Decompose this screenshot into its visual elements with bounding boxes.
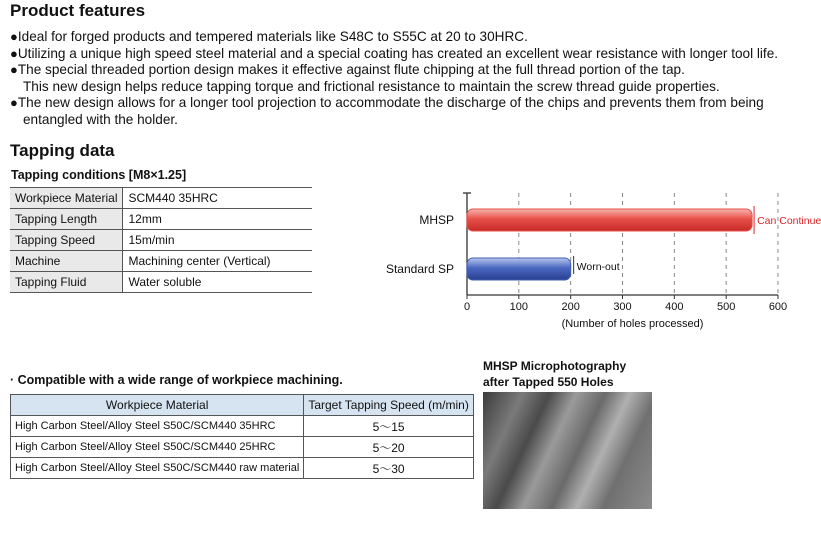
speed-cell: 5～15 xyxy=(304,416,474,437)
table-row xyxy=(11,437,474,458)
feature-item: ●The special threaded portion design makes it effective against flute chipping at the full thread portion of the tap. This new design helps reduce tapping torque and frictional resistance to maintain the screw thread guide properties. xyxy=(10,62,720,94)
condition-value: 12mm xyxy=(123,209,313,230)
condition-key: Tapping Length xyxy=(10,209,123,230)
tapping-conditions-title: Tapping conditions [M8×1.25] xyxy=(11,168,187,182)
x-tick-label: 400 xyxy=(665,301,684,313)
table-row xyxy=(10,251,312,272)
material-cell: High Carbon Steel/Alloy Steel S50C/SCM440 35HRC xyxy=(11,416,304,437)
bar xyxy=(467,209,752,231)
photo-caption: MHSP Microphotography after Tapped 550 Holes xyxy=(483,359,627,389)
table-row xyxy=(11,458,474,479)
column-header: Target Tapping Speed (m/min) xyxy=(304,395,474,416)
condition-key: Machine xyxy=(10,251,123,272)
x-tick-label: 300 xyxy=(613,301,632,313)
x-tick-label: 200 xyxy=(561,301,580,313)
table-row xyxy=(10,188,312,209)
annotation-label: Can Continue xyxy=(757,215,821,227)
table-header-row xyxy=(11,395,474,416)
x-axis-label: (Number of holes processed) xyxy=(561,318,704,330)
tapping-data-title: Tapping data xyxy=(10,141,115,160)
bar xyxy=(467,258,571,280)
category-label: MHSP xyxy=(419,213,454,227)
bullet-icon: ● xyxy=(10,62,18,78)
workpiece-table xyxy=(10,394,474,479)
condition-value: 15m/min xyxy=(123,230,313,251)
table-row xyxy=(10,209,312,230)
material-cell: High Carbon Steel/Alloy Steel S50C/SCM440 25HRC xyxy=(11,437,304,458)
x-tick-label: 600 xyxy=(768,301,788,313)
product-features-title: Product features xyxy=(10,1,146,20)
material-cell: High Carbon Steel/Alloy Steel S50C/SCM440 raw material xyxy=(11,458,304,479)
annotation-label: Worn-out xyxy=(576,261,620,273)
feature-item: ●The new design allows for a longer tool projection to accommodate the discharge of the chips and prevents them from being entangled with the holder. xyxy=(10,95,764,127)
bullet-icon: ● xyxy=(10,45,18,61)
table-row xyxy=(10,272,312,293)
condition-value: Water soluble xyxy=(123,272,313,293)
x-tick-label: 0 xyxy=(463,301,471,313)
condition-key: Tapping Speed xyxy=(10,230,123,251)
bullet-icon: ● xyxy=(10,29,18,44)
holes-processed-chart xyxy=(380,185,821,340)
feature-item: ●Ideal for forged products and tempered materials like S48C to S55C at 20 to 30HRC. xyxy=(10,29,528,44)
feature-list xyxy=(10,29,815,129)
category-label: Standard SP xyxy=(385,262,454,276)
microphotograph-image xyxy=(483,392,652,509)
condition-value: SCM440 35HRC xyxy=(123,188,313,209)
x-tick-label: 100 xyxy=(509,301,529,313)
bullet-icon: ● xyxy=(10,95,18,111)
table-row xyxy=(10,230,312,251)
table-row xyxy=(11,416,474,437)
condition-value: Machining center (Vertical) xyxy=(123,251,313,272)
condition-key: Workpiece Material xyxy=(10,188,123,209)
compatible-title: · Compatible with a wide range of workpiece machining. xyxy=(10,373,343,387)
column-header: Workpiece Material xyxy=(11,395,304,416)
feature-item: ●Utilizing a unique high speed steel material and a special coating has created an excellent wear resistance with longer tool life. xyxy=(10,45,779,61)
speed-cell: 5～30 xyxy=(304,458,474,479)
tapping-conditions-table xyxy=(10,187,312,293)
condition-key: Tapping Fluid xyxy=(10,272,123,293)
x-tick-label: 500 xyxy=(716,301,736,313)
speed-cell: 5～20 xyxy=(304,437,474,458)
